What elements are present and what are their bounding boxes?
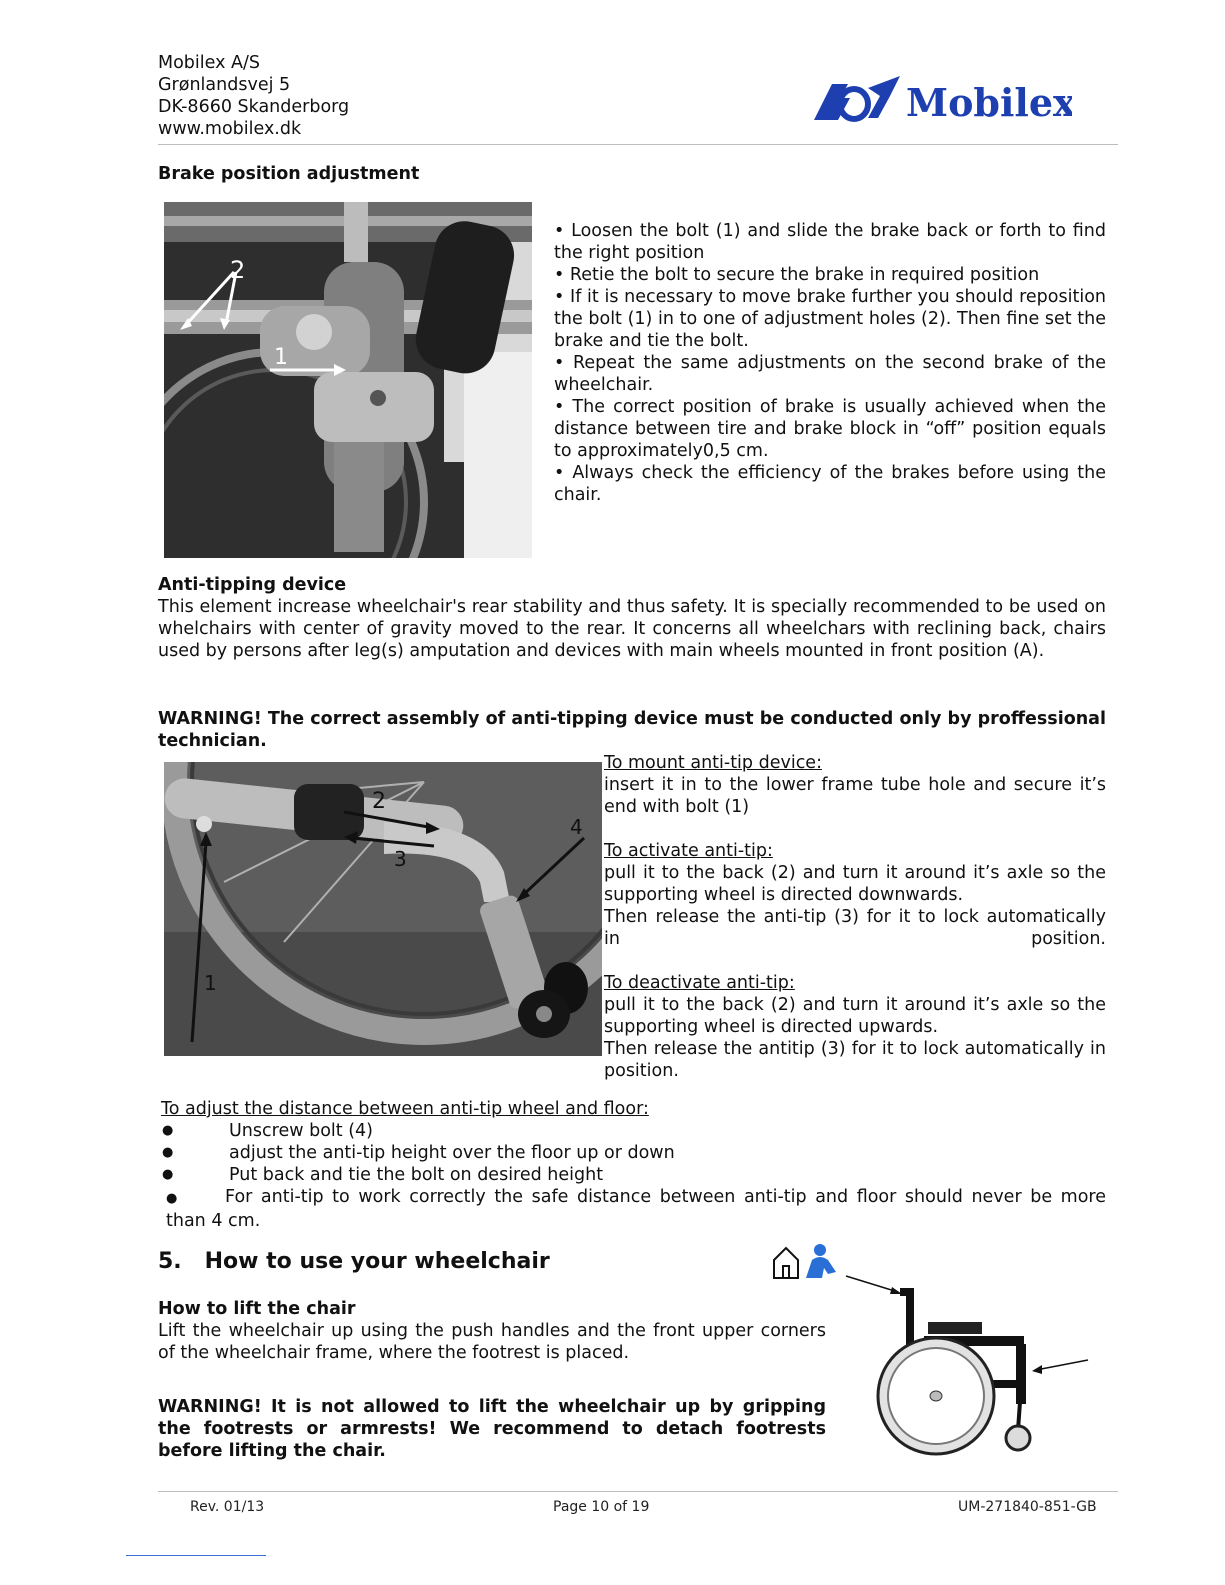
deactivate-release-text: Then release the antitip (3) for it to lock automatically in position.: [604, 1039, 1106, 1081]
footer-document-id: UM-271840-851-GB: [958, 1499, 1097, 1515]
antitip-intro: This element increase wheelchair's rear stability and thus safety. It is specially recommended to be used on whelchairs with center of gravity moved to the rear. It concerns all wheelchars with reclining back, chairs used by persons after leg(s) amputation and devices with main wheels mounted in front position (A).: [158, 597, 1106, 661]
antitip-heading: Anti-tipping device: [158, 575, 347, 595]
svg-text:1: 1: [274, 345, 288, 370]
bullet-icon: ●: [162, 1123, 174, 1138]
list-item: ● adjust the anti-tip height over the floor up or down: [158, 1142, 1106, 1164]
svg-text:Mobilex: Mobilex: [906, 80, 1072, 125]
list-item: ● Unscrew bolt (4): [158, 1120, 1106, 1142]
brake-bullet: • Retie the bolt to secure the brake in required position: [554, 265, 1040, 285]
lift-warning: WARNING! It is not allowed to lift the wheelchair up by gripping the footrests or armrests! We recommend to detach footrests before lifting the chair.: [158, 1397, 826, 1461]
brake-instructions: [554, 220, 1106, 506]
wheelchair-lift-diagram: [840, 1270, 1100, 1460]
brake-bullet: • The correct position of brake is usually achieved when the distance between tire and brake block in “off” position equals to approximately0,5 cm.: [554, 397, 1106, 461]
brake-bullet: • Always check the efficiency of the brakes before using the chair.: [554, 463, 1106, 505]
activate-release-text: Then release the anti-tip (3) for it to lock automatically in position.: [604, 907, 1106, 949]
company-website[interactable]: www.mobilex.dk: [158, 119, 302, 139]
svg-text:2: 2: [372, 789, 386, 814]
svg-text:2: 2: [230, 256, 246, 284]
bullet-icon: ●: [162, 1167, 174, 1182]
deactivate-text: pull it to the back (2) and turn it around it’s axle so the supporting wheel is directed upwards.: [604, 995, 1106, 1037]
home-user-icon: [770, 1242, 838, 1282]
antitip-instructions: [604, 752, 1106, 1082]
lift-heading: How to lift the chair: [158, 1299, 356, 1319]
brake-bullet: • If it is necessary to move brake further you should reposition the bolt (1) in to one of adjustment holes (2). Then fine set the brake and tie the bolt.: [554, 287, 1106, 351]
company-city: DK-8660 Skanderborg: [158, 97, 350, 117]
footer-divider: [158, 1491, 1118, 1492]
mobilex-logo: [810, 68, 1072, 128]
section-5-heading: 5. How to use your wheelchair: [158, 1249, 550, 1274]
brake-photo: [164, 202, 532, 558]
adjust-list: [158, 1120, 1106, 1232]
antitip-photo: [164, 762, 602, 1056]
activate-text: pull it to the back (2) and turn it around it’s axle so the supporting wheel is directed downwards.: [604, 863, 1106, 905]
svg-text:3: 3: [394, 847, 407, 871]
mount-title: To mount anti-tip device:: [604, 753, 822, 773]
antitip-warning: WARNING! The correct assembly of anti-tipping device must be conducted only by proffessional technician.: [158, 709, 1106, 751]
activate-title: To activate anti-tip:: [604, 841, 773, 861]
lift-text: Lift the wheelchair up using the push handles and the front upper corners of the wheelchair frame, where the footrest is placed.: [158, 1321, 826, 1363]
footer-page-number: Page 10 of 19: [553, 1499, 650, 1515]
list-item: ● Put back and tie the bolt on desired height: [158, 1164, 1106, 1186]
company-street: Grønlandsvej 5: [158, 75, 291, 95]
brake-bullet: • Loosen the bolt (1) and slide the brake back or forth to find the right position: [554, 221, 1106, 263]
list-item: ● For anti-tip to work correctly the safe distance between anti-tip and floor should never be more than 4 cm.: [166, 1187, 1106, 1231]
brake-bullet: • Repeat the same adjustments on the second brake of the wheelchair.: [554, 353, 1106, 395]
bullet-icon: ●: [162, 1145, 174, 1160]
header-divider: [158, 144, 1118, 145]
brake-heading: Brake position adjustment: [158, 164, 420, 184]
deactivate-title: To deactivate anti-tip:: [604, 973, 795, 993]
bottom-link-underline: [126, 1555, 266, 1556]
svg-text:1: 1: [204, 971, 217, 995]
bullet-icon: ●: [166, 1191, 178, 1206]
adjust-title: To adjust the distance between anti-tip wheel and floor:: [161, 1099, 649, 1119]
svg-text:4: 4: [570, 815, 583, 839]
footer-revision: Rev. 01/13: [190, 1499, 265, 1515]
company-name: Mobilex A/S: [158, 53, 260, 73]
mount-text: insert it in to the lower frame tube hole and secure it’s end with bolt (1): [604, 775, 1106, 817]
